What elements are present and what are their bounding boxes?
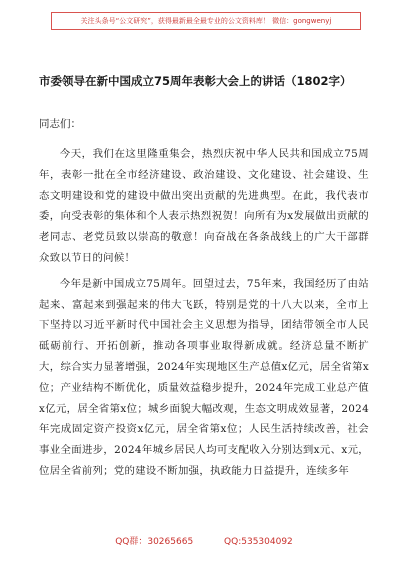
paragraph: 今天，我们在这里隆重集会，热烈庆祝中华人民共和国成立75周年，表彰一批在全市经济建设、政治建设、文化建设、社会建设、生态文明建设和党的建设中做出突出贡献的先进典型。在此，我代表市委，向受表彰的集体和个人表示热烈祝贺！向所有为x发展做出贡献的老同志、老党员致以崇高的敬意！向奋战在各条战线上的广大干部群众致以节日的问候！	[39, 148, 369, 264]
document-body	[39, 144, 369, 487]
footer-qq-number: QQ:535304092	[224, 537, 293, 547]
header-banner: 关注头条号“公文研究”，获得最新最全最专业的公文资料库！ 微信：gongwenyj	[51, 12, 361, 30]
paragraph: 今年是新中国成立75周年。回望过去，75年来，我国经历了由站起来、富起来到强起来的伟大飞跃，特别是党的十八大以来，全市上下坚持以习近平新时代中国社会主义思想为指导，团结带领全市人民砥砺前行、开拓创新，推动各项事业取得新成就。经济总量不断扩大，综合实力显著增强，2024年实现地区生产总值x亿元，居全省第x位；产业结构不断优化，质量效益稳步提升，2024年完成工业总产值x亿元，居全省第x位；城乡面貌大幅改观，生态文明成效显著，2024年完成固定资产投资x亿元，居全省第x位；人民生活持续改善，社会事业全面进步，2024年城乡居民人均可支配收入分别达到x元、x元，位居全省前列；党的建设不断加强，执政能力日益提升，连续多年	[39, 277, 369, 477]
footer-contact	[0, 534, 408, 547]
document-title: 市委领导在新中国成立75周年表彰大会上的讲话（1802字）	[39, 74, 352, 88]
salutation: 同志们：	[39, 118, 81, 130]
footer-qq-group: QQ群：30265665	[115, 537, 194, 547]
